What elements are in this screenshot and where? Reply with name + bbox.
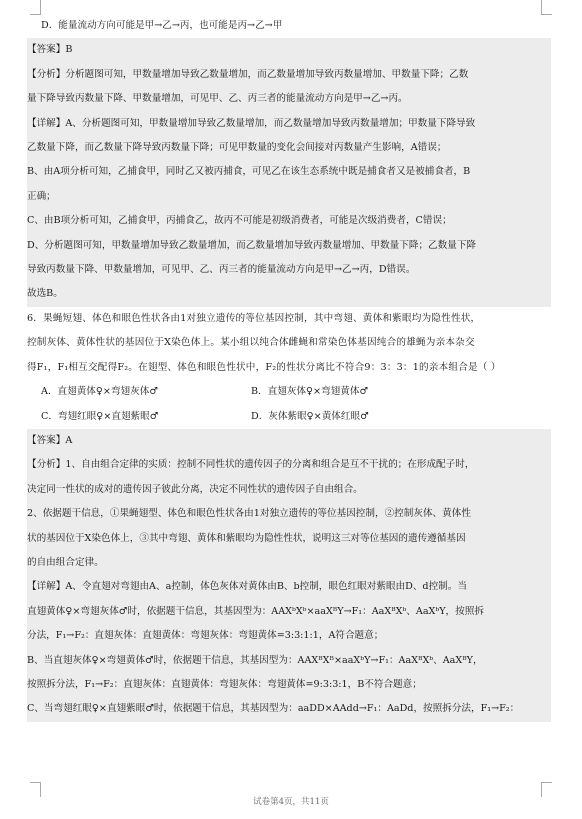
detail-line: B、当直翅灰体♀×弯翅黄体♂时，依据题干信息，其基因型为：AAXᴮXᴮ×aaXᵇY→F₁：AaXᴮXᵇ、AaXᴮY， (27, 654, 483, 666)
detail-line: 【详解】A、令直翅对弯翅由A、a控制，体色灰体对黄体由B、b控制，眼色红眼对紫眼由D、d控制。当 (27, 581, 467, 593)
options-row (27, 380, 551, 404)
option-c: C．弯翅红眼♀×直翅紫眼♂ (41, 410, 159, 422)
answer-label: 【答案】B (27, 44, 73, 56)
answer-block-5 (27, 38, 551, 306)
crop-mark-top-right (541, 0, 552, 15)
options-row (27, 405, 551, 429)
detail-line: 正确； (27, 190, 56, 202)
analysis-line: 2、依据题干信息，①果蝇翅型、体色和眼色性状各由1对独立遗传的等位基因控制，②控制灰体、黄体性 (27, 508, 471, 520)
detail-line: 导致丙数量下降、甲数量增加，可见甲、乙、丙三者的能量流动方向是甲→乙→丙，D错误。 (27, 264, 416, 276)
detail-line: B、由A项分析可知，乙捕食甲，同时乙又被丙捕食，可见乙在该生态系统中既是捕食者又是被捕食者，B (27, 166, 471, 178)
question-line: 6．果蝇短翅、体色和眼色性状各由1对独立遗传的等位基因控制，其中弯翅、黄体和紫眼均为隐性性状， (27, 312, 481, 324)
analysis-line: 量下降导致丙数量下降、甲数量增加，可见甲、乙、丙三者的能量流动方向是甲→乙→丙。 (27, 93, 408, 105)
question-line: 得F₁，F₁相互交配得F₂。在翅型、体色和眼色性状中，F₂的性状分离比不符合9：3：3：1的亲本组合是（ ） (27, 361, 501, 373)
detail-line: 直翅黄体♀×弯翅灰体♂时，依据题干信息，其基因型为：AAXᵇXᵇ×aaXᴮY→F₁：AaXᴮXᵇ、AaXᵇY，按照拆 (27, 605, 484, 617)
detail-line: D、分析题图可知，甲数量增加导致乙数量增加，而乙数量增加导致丙数量增加、甲数量下降；乙数量下降 (27, 239, 477, 251)
analysis-line: 【分析】分析题图可知，甲数量增加导致乙数量增加，而乙数量增加导致丙数量增加、甲数量下降；乙数 (27, 68, 469, 80)
detail-line: 乙数量下降，而乙数量下降导致丙数量下降；可见甲数量的变化会间接对丙数量产生影响，A错误； (27, 142, 447, 154)
page-content (27, 14, 551, 722)
conclusion-line: 故选B。 (27, 288, 63, 300)
crop-mark-top-left (30, 0, 41, 15)
question-6 (27, 307, 551, 380)
detail-line: 【详解】A、分析题图可知，甲数量增加导致乙数量增加，而乙数量增加导致丙数量增加；甲数量下降导致 (27, 117, 476, 129)
page-footer: 试卷第4页，共11页 (253, 797, 329, 807)
detail-line: 按照拆分法，F₁→F₂：直翅灰体：直翅黄体：弯翅灰体：弯翅黄体=9:3:3:1，B不符合题意； (27, 678, 422, 690)
analysis-line: 决定同一性状的成对的遗传因子彼此分离，决定不同性状的遗传因子自由组合。 (27, 483, 363, 495)
question-line: 控制灰体、黄体性状的基因位于X染色体上。某小组以纯合体雌蝇和常染色体基因纯合的雄蝇为亲本杂交 (27, 337, 475, 349)
answer-block-6 (27, 429, 551, 722)
option-b: B．直翅灰体♀×弯翅黄体♂ (251, 386, 369, 398)
detail-line: C、由B项分析可知，乙捕食甲，丙捕食乙，故丙不可能是初级消费者，可能是次级消费者，C错误； (27, 215, 452, 227)
analysis-line: 状的基因位于X染色体上，③其中弯翅、黄体和紫眼均为隐性性状，说明这三对等位基因的遗传遵循基因 (27, 532, 466, 544)
detail-line: C、当弯翅红眼♀×直翅紫眼♂时，依据题干信息，其基因型为：aaDD×AAdd→F₁：AaDd，按照拆分法，F₁→F₂： (27, 703, 520, 715)
analysis-line: 【分析】1、自由组合定律的实质：控制不同性状的遗传因子的分离和组合是互不干扰的；在形成配子时， (27, 459, 475, 471)
option-d-line: D．能量流动方向可能是甲→乙→丙，也可能是丙→乙→甲 (41, 20, 283, 31)
analysis-line: 的自由组合定律。 (27, 556, 104, 568)
option-a: A．直翅黄体♀×弯翅灰体♂ (41, 386, 158, 398)
option-d: D．灰体紫眼♀×黄体红眼♂ (251, 410, 369, 422)
answer-label: 【答案】A (27, 434, 73, 446)
detail-line: 分法，F₁→F₂：直翅灰体：直翅黄体：弯翅灰体：弯翅黄体=3:3:1:1，A符合题意； (27, 630, 384, 642)
